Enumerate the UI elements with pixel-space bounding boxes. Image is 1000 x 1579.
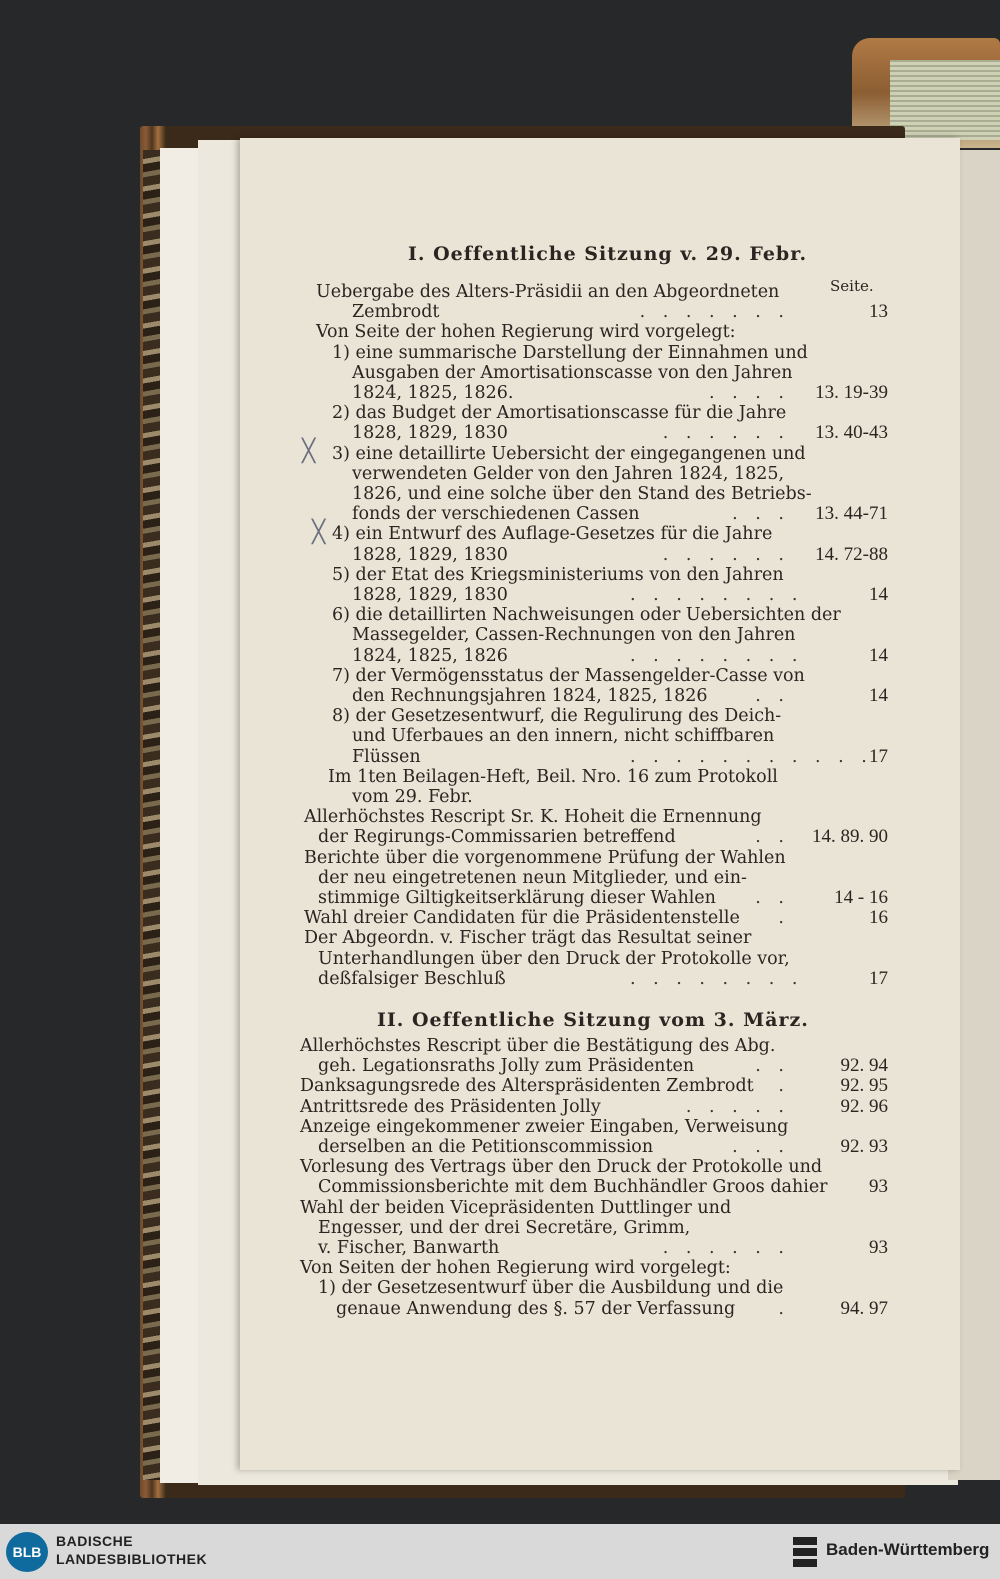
toc-page-number: 13. 19-39: [815, 382, 888, 403]
toc-entry-text: Zembrodt: [352, 302, 440, 323]
toc-entry-text: der Regirungs-Commissarien betreffend: [318, 827, 676, 848]
toc-entry-text: Antrittsrede des Präsidenten Jolly: [300, 1096, 601, 1117]
toc-entry-text: Allerhöchstes Rescript Sr. K. Hoheit die Ernennung: [304, 807, 762, 828]
toc-entry-text: stimmige Giltigkeitserklärung dieser Wahlen: [318, 888, 716, 908]
toc-entry-text: 1) eine summarische Darstellung der Einnahmen und: [332, 342, 808, 363]
toc-entry-text: Unterhandlungen über den Druck der Protokolle vor,: [318, 948, 790, 969]
toc-entry-text: 6) die detaillirten Nachweisungen oder Uebersichten der: [332, 605, 841, 626]
toc-entry-text: den Rechnungsjahren 1824, 1825, 1826: [352, 686, 708, 706]
toc-entry-text: geh. Legationsraths Jolly zum Präsidenten: [318, 1056, 695, 1077]
toc-leader-dots: . . .: [732, 504, 790, 525]
toc-entry-text: v. Fischer, Banwarth: [318, 1238, 500, 1258]
blb-name-line2: LANDESBIBLIOTHEK: [56, 1551, 208, 1567]
toc-entry-text: fonds der verschiedenen Cassen: [352, 504, 640, 525]
toc-page-number: 94. 97: [840, 1297, 888, 1319]
toc-entry-text: 1828, 1829, 1830: [352, 585, 508, 605]
toc-page-number: 16: [869, 907, 888, 929]
toc-page-number: 14 - 16: [834, 887, 888, 908]
toc-page-number: 13: [869, 301, 888, 323]
toc-entry-text: Im 1ten Beilagen-Heft, Beil. Nro. 16 zum Protokoll: [328, 766, 778, 787]
toc-entry-text: verwendeten Gelder von den Jahren 1824, 1825,: [352, 463, 785, 484]
toc-leader-dots: . . . . . .: [662, 1238, 790, 1258]
section-heading-2: II. Oeffentliche Sitzung vom 3. März.: [377, 1009, 809, 1031]
book-page: [240, 138, 960, 1470]
toc-entry-text: Engesser, und der drei Secretäre, Grimm,: [318, 1217, 691, 1238]
toc-page-number: 14: [869, 584, 888, 605]
toc-page-number: 14. 89. 90: [812, 826, 888, 848]
toc-entry-text: Vorlesung des Vertrags über den Druck der Protokolle und: [300, 1157, 823, 1178]
pencil-mark: ╳: [312, 520, 326, 545]
toc-entry-text: 1826, und eine solche über den Stand des Betriebs-: [352, 484, 812, 504]
footer-bar: [0, 1524, 1000, 1579]
bw-lions-icon: [790, 1534, 820, 1570]
toc-entry-text: 1824, 1825, 1826: [352, 645, 508, 666]
toc-leader-dots: . . . . . .: [662, 544, 790, 565]
pencil-mark: ╳: [302, 439, 316, 464]
toc-entry-text: Commissionsberichte mit dem Buchhändler Groos dahier: [318, 1177, 828, 1198]
toc-leader-dots: . . . . . . . .: [630, 585, 804, 605]
toc-entry-text: Der Abgeordn. v. Fischer trägt das Resultat seiner: [304, 928, 752, 949]
toc-leader-dots: . . .: [732, 1137, 790, 1157]
toc-entry-text: Massegelder, Cassen-Rechnungen von den Jahren: [352, 625, 796, 646]
toc-leader-dots: .: [778, 1076, 790, 1097]
toc-entry-text: Von Seite der hohen Regierung wird vorgelegt:: [316, 322, 736, 343]
toc-page-number: 17: [869, 745, 888, 767]
toc-page-number: 14: [869, 644, 888, 666]
toc-entry-text: 4) ein Entwurf des Auflage-Gesetzes für die Jahre: [332, 524, 773, 545]
toc-entry-text: derselben an die Petitionscommission: [318, 1137, 654, 1157]
toc-leader-dots: . .: [755, 1056, 790, 1077]
toc-entry-text: Uebergabe des Alters-Präsidii an den Abgeordneten: [316, 282, 780, 302]
toc-entry-text: deßfalsiger Beschluß: [318, 968, 506, 989]
toc-entry-text: Berichte über die vorgenommene Prüfung der Wahlen: [304, 847, 786, 868]
toc-entry-text: Allerhöchstes Rescript über die Bestätigung des Abg.: [300, 1036, 776, 1056]
toc-page-number: 93: [869, 1237, 888, 1258]
section-heading-1: I. Oeffentliche Sitzung v. 29. Febr.: [408, 243, 808, 265]
toc-page-number: 13. 40-43: [815, 422, 888, 444]
toc-page-number: 13. 44-71: [815, 503, 888, 525]
toc-entry-text: 1828, 1829, 1830: [352, 544, 508, 565]
toc-page-number: 17: [869, 967, 888, 989]
toc-entry-text: Danksagungsrede des Alterspräsidenten Zembrodt: [300, 1076, 754, 1097]
toc-leader-dots: . . . . .: [685, 1096, 790, 1117]
toc-entry-text: Anzeige eingekommener zweier Eingaben, Verweisung: [300, 1116, 789, 1137]
toc-entry-text: 8) der Gesetzesentwurf, die Regulirung des Deich-: [332, 706, 782, 727]
toc-entry-text: 5) der Etat des Kriegsministeriums von den Jahren: [332, 564, 784, 585]
toc-leader-dots: . . . . . . . .: [630, 968, 804, 989]
toc-page-number: 92. 93: [840, 1136, 888, 1157]
toc-page-number: 14. 72-88: [815, 543, 888, 565]
toc-leader-dots: . . . . . .: [662, 423, 790, 444]
toc-entry-text: Wahl dreier Candidaten für die Präsidentenstelle: [304, 908, 740, 929]
toc-page-number: 92. 96: [840, 1095, 888, 1117]
blb-logo: BLB: [6, 1532, 48, 1572]
toc-entry-text: Ausgaben der Amortisationscasse von den Jahren: [352, 362, 793, 383]
toc-entry-text: Wahl der beiden Vicepräsidenten Duttlinger und: [300, 1197, 732, 1218]
toc-entry-text: der neu eingetretenen neun Mitglieder, und ein-: [318, 867, 747, 888]
toc-leader-dots: . . . . . . .: [639, 302, 790, 323]
toc-entry-text: 1824, 1825, 1826.: [352, 383, 514, 403]
toc-leader-dots: . .: [755, 888, 790, 908]
toc-page-number: 14: [869, 685, 888, 706]
toc-leader-dots: . .: [755, 686, 790, 706]
toc-page-number: 92. 94: [840, 1055, 888, 1077]
toc-entry-text: 3) eine detaillirte Uebersicht der eingegangenen und: [332, 443, 806, 464]
page-column-label: Seite.: [830, 277, 874, 295]
toc-entry-text: vom 29. Febr.: [352, 787, 473, 807]
toc-leader-dots: . . . . . . . . . . .: [630, 746, 873, 767]
book-page-edges: [890, 60, 1000, 140]
blb-name-line1: BADISCHE: [56, 1533, 134, 1549]
toc-entry-text: Von Seiten der hohen Regierung wird vorgelegt:: [300, 1258, 731, 1279]
toc-entry-text: und Uferbaues an den innern, nicht schiffbaren: [352, 726, 775, 747]
toc-entry-text: Flüssen: [352, 746, 421, 767]
toc-leader-dots: .: [778, 1298, 790, 1319]
toc-entry-text: 7) der Vermögensstatus der Massengelder-Casse von: [332, 665, 805, 686]
toc-leader-dots: . . . . . . . .: [630, 645, 804, 666]
bw-label: Baden-Württemberg: [826, 1540, 990, 1559]
toc-leader-dots: .: [778, 908, 790, 929]
toc-entry-text: genaue Anwendung des §. 57 der Verfassung: [336, 1298, 736, 1319]
toc-page-number: 92. 95: [840, 1075, 888, 1097]
toc-page-number: 93: [869, 1176, 888, 1198]
toc-entry-text: 1828, 1829, 1830: [352, 423, 508, 444]
toc-entry-text: 2) das Budget der Amortisationscasse für die Jahre: [332, 403, 787, 424]
toc-leader-dots: . . . .: [709, 383, 790, 403]
toc-entry-text: 1) der Gesetzesentwurf über die Ausbildung und die: [318, 1278, 784, 1299]
toc-leader-dots: . .: [755, 827, 790, 848]
